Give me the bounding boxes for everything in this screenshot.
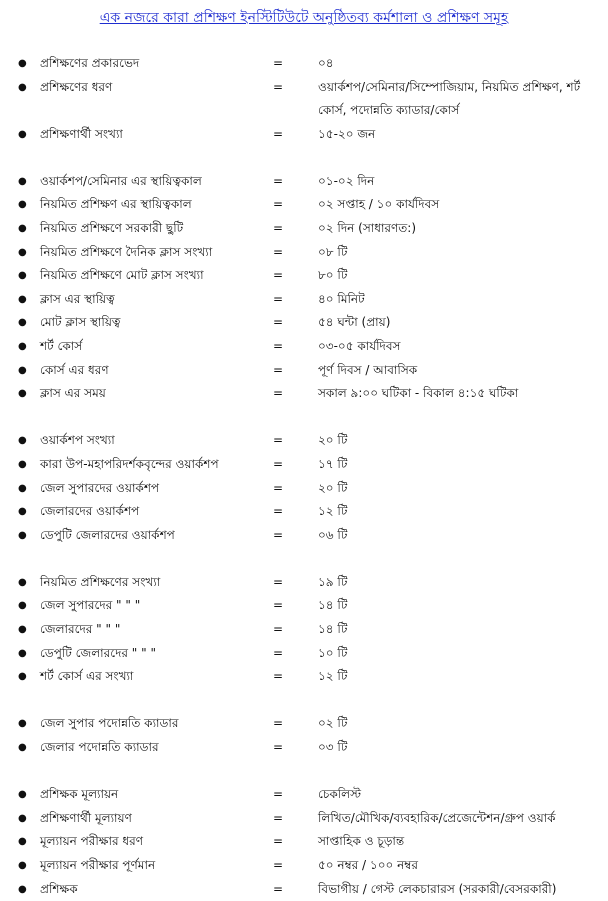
item-value: ১২ টি — [318, 669, 348, 684]
item-value: ০২ সপ্তাহ / ১০ কার্যদিবস — [318, 197, 440, 212]
bullet-icon: ● — [18, 812, 27, 824]
equals-sign: = — [273, 881, 284, 896]
item-label: প্রশিক্ষণের ধরণ — [40, 79, 113, 94]
list-item — [0, 665, 608, 689]
bullet-icon: ● — [18, 671, 27, 683]
item-label: ওয়ার্কশপ সংখ্যা — [40, 433, 115, 448]
item-value: ৪০ মিনিট — [318, 291, 365, 306]
bullet-icon: ● — [18, 506, 27, 518]
item-label: নিয়মিত প্রশিক্ষণ এর স্থায়িত্বকাল — [40, 197, 192, 212]
list-item — [0, 76, 608, 123]
equals-sign: = — [273, 315, 284, 330]
item-label: প্রশিক্ষণের প্রকারভেদ — [40, 56, 140, 70]
group-spacer — [0, 406, 608, 430]
item-label: মোট ক্লাস স্থায়িত্ব — [40, 315, 121, 330]
item-value: লিখিত/মৌখিক/ব্যবহারিক/প্রেজেন্টেশন/গ্রুপ ওয়ার্ক — [318, 810, 556, 825]
item-value: ৫৪ ঘন্টা (প্রায়) — [318, 315, 391, 330]
item-value: ১৯ টি — [318, 574, 348, 589]
list-item — [0, 170, 608, 194]
bullet-icon: ● — [18, 624, 27, 636]
equals-sign: = — [273, 598, 284, 613]
bullet-icon: ● — [18, 718, 27, 730]
list-item — [0, 429, 608, 453]
bullet-icon: ● — [18, 435, 27, 447]
equals-sign: = — [273, 126, 284, 141]
item-value: চেকলিস্ট — [318, 787, 362, 802]
list-item — [0, 878, 608, 901]
list-item — [0, 264, 608, 288]
item-label: প্রশিক্ষণার্থী সংখ্যা — [40, 126, 123, 141]
bullet-icon: ● — [18, 58, 27, 69]
bullet-icon: ● — [18, 199, 27, 211]
equals-sign: = — [273, 220, 284, 235]
item-value: ০২ দিন (সাধারণত:) — [318, 220, 417, 235]
equals-sign: = — [273, 362, 284, 377]
group-spacer — [0, 547, 608, 571]
bullet-icon: ● — [18, 175, 27, 187]
item-label: নিয়মিত প্রশিক্ষণের সংখ্যা — [40, 574, 161, 589]
item-value: ওয়ার্কশপ/সেমিনার/সিম্পোজিয়াম, নিয়মিত প্রশিক্ষণ, শর্ট কোর্স, পদোন্নতি ক্যাডার/কোর্স — [318, 79, 581, 118]
item-label: জেলারদের " " " — [40, 622, 121, 637]
item-value: সকাল ৯:০০ ঘটিকা - বিকাল ৪:১৫ ঘটিকা — [318, 386, 519, 401]
item-label: জেলারদের ওয়ার্কশপ — [40, 504, 140, 519]
item-value: ০৩ টি — [318, 740, 348, 755]
bullet-icon: ● — [18, 270, 27, 282]
list-item — [0, 854, 608, 878]
item-label: ক্লাস এর সময় — [40, 386, 106, 401]
item-value: ১৭ টি — [318, 456, 348, 471]
bullet-icon: ● — [18, 293, 27, 305]
item-label: জেল সুপার পদোন্নতি ক্যাডার — [40, 716, 179, 731]
equals-sign: = — [273, 79, 284, 94]
bullet-icon: ● — [18, 482, 27, 494]
item-label: নিয়মিত প্রশিক্ষণে দৈনিক ক্লাস সংখ্যা — [40, 244, 213, 259]
list-item — [0, 807, 608, 831]
item-label: ক্লাস এর স্থায়িত্ব — [40, 291, 115, 306]
item-label: নিয়মিত প্রশিক্ষণে সরকারী ছুটি — [40, 220, 184, 235]
equals-sign: = — [273, 504, 284, 519]
list-item — [0, 359, 608, 383]
bullet-icon: ● — [18, 883, 27, 895]
list-item — [0, 453, 608, 477]
item-label: প্রশিক্ষক মূল্যায়ন — [40, 787, 119, 802]
item-value: ১৪ টি — [318, 598, 348, 613]
item-label: শর্ট কোর্স — [40, 338, 83, 353]
group-spacer — [0, 760, 608, 784]
item-label: মূল্যায়ন পরীক্ষার ধরণ — [40, 834, 143, 849]
list-item — [0, 52, 608, 76]
equals-sign: = — [273, 669, 284, 684]
item-label: ডেপুটি জেলারদের ওয়ার্কশপ — [40, 527, 175, 542]
item-value: ০১-০২ দিন — [318, 173, 375, 188]
item-label: জেল সুপারদের ওয়ার্কশপ — [40, 480, 160, 495]
equals-sign: = — [273, 456, 284, 471]
group-spacer — [0, 689, 608, 713]
list-item — [0, 524, 608, 548]
bullet-icon: ● — [18, 128, 27, 140]
list-item — [0, 477, 608, 501]
list-item — [0, 123, 608, 147]
bullet-icon: ● — [18, 340, 27, 352]
equals-sign: = — [273, 291, 284, 306]
item-label: প্রশিক্ষণার্থী মূল্যায়ণ — [40, 810, 132, 825]
bullet-icon: ● — [18, 458, 27, 470]
group-spacer — [0, 146, 608, 170]
item-value: ০৮ টি — [318, 244, 348, 259]
equals-sign: = — [273, 433, 284, 448]
equals-sign: = — [273, 787, 284, 802]
list-item — [0, 217, 608, 241]
bullet-icon: ● — [18, 364, 27, 376]
bullet-icon: ● — [18, 742, 27, 754]
equals-sign: = — [273, 858, 284, 872]
item-value: বিভাগীয় / গেস্ট লেকচারারস (সরকারী/বেসরকারী) — [318, 881, 557, 896]
item-value: ০৩-০৫ কার্যদিবস — [318, 338, 401, 353]
item-value: ১২ টি — [318, 504, 348, 519]
item-value: ৫০ নম্বর / ১০০ নম্বর — [318, 858, 418, 872]
equals-sign: = — [273, 716, 284, 731]
item-value: ১৪ টি — [318, 622, 348, 637]
list-item — [0, 335, 608, 359]
item-value: ০৬ টি — [318, 527, 348, 542]
item-value: ২০ টি — [318, 433, 348, 448]
list-item — [0, 783, 608, 807]
bullet-icon: ● — [18, 388, 27, 400]
list-item — [0, 500, 608, 524]
equals-sign: = — [273, 740, 284, 755]
list-item — [0, 288, 608, 312]
equals-sign: = — [273, 834, 284, 849]
equals-sign: = — [273, 197, 284, 212]
equals-sign: = — [273, 173, 284, 188]
equals-sign: = — [273, 810, 284, 825]
item-value: ১৫-২০ জন — [318, 126, 376, 141]
item-label: ওয়ার্কশপ/সেমিনার এর স্থায়িত্বকাল — [40, 173, 202, 188]
list-item — [0, 830, 608, 854]
bullet-icon: ● — [18, 647, 27, 659]
equals-sign: = — [273, 527, 284, 542]
bullet-icon: ● — [18, 789, 27, 801]
equals-sign: = — [273, 386, 284, 401]
list-item — [0, 193, 608, 217]
bullet-icon: ● — [18, 317, 27, 329]
item-label: কোর্স এর ধরণ — [40, 362, 109, 377]
bullet-icon: ● — [18, 836, 27, 848]
item-value: ০৪ — [318, 56, 334, 70]
list-item — [0, 311, 608, 335]
equals-sign: = — [273, 56, 284, 70]
equals-sign: = — [273, 268, 284, 283]
list-item — [0, 642, 608, 666]
item-value: পূর্ণ দিবস / আবাসিক — [318, 362, 418, 377]
bullet-icon: ● — [18, 576, 27, 588]
equals-sign: = — [273, 622, 284, 637]
item-value: ২০ টি — [318, 480, 348, 495]
item-value: ৮০ টি — [318, 268, 348, 283]
item-value: ১০ টি — [318, 645, 348, 660]
item-value: ০২ টি — [318, 716, 348, 731]
bullet-icon: ● — [18, 600, 27, 612]
item-value: সাপ্তাহিক ও চূড়ান্ত — [318, 834, 405, 849]
list-item — [0, 382, 608, 406]
item-label: নিয়মিত প্রশিক্ষণে মোট ক্লাস সংখ্যা — [40, 268, 204, 283]
item-label: মূল্যায়ন পরীক্ষার পূর্ণমান — [40, 858, 156, 872]
info-list — [0, 52, 608, 901]
equals-sign: = — [273, 574, 284, 589]
item-label: প্রশিক্ষক — [40, 881, 78, 896]
equals-sign: = — [273, 338, 284, 353]
bullet-icon: ● — [18, 860, 27, 871]
list-item — [0, 618, 608, 642]
item-label: শর্ট কোর্স এর সংখ্যা — [40, 669, 134, 684]
item-label: জেলার পদোন্নতি ক্যাডার — [40, 740, 159, 755]
page-title: এক নজরে কারা প্রশিক্ষণ ইনস্টিটিউটে অনুষ্ঠিতব্য কর্মশালা ও প্রশিক্ষণ সমূহ — [99, 10, 509, 26]
list-item — [0, 241, 608, 265]
list-item — [0, 594, 608, 618]
item-label: জেল সুপারদের " " " — [40, 598, 141, 613]
list-item — [0, 712, 608, 736]
list-item — [0, 736, 608, 760]
bullet-icon: ● — [18, 81, 27, 93]
equals-sign: = — [273, 645, 284, 660]
item-label: কারা উপ-মহাপরিদর্শকবৃন্দের ওয়ার্কশপ — [40, 456, 219, 471]
bullet-icon: ● — [18, 246, 27, 258]
list-item — [0, 571, 608, 595]
equals-sign: = — [273, 480, 284, 495]
equals-sign: = — [273, 244, 284, 259]
bullet-icon: ● — [18, 222, 27, 234]
item-label: ডেপুটি জেলারদের " " " — [40, 645, 156, 660]
bullet-icon: ● — [18, 529, 27, 541]
